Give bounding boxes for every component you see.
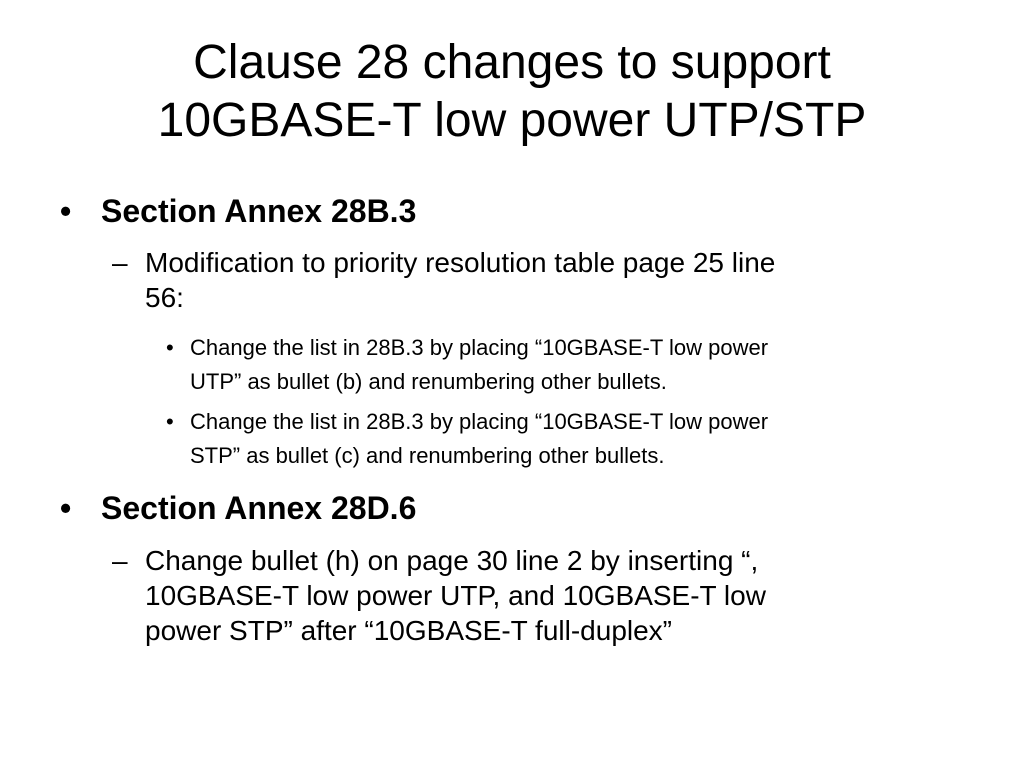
sub-item-line: power STP” after “10GBASE-T full-duplex” bbox=[145, 615, 673, 646]
section-heading-text: Section Annex 28D.6 bbox=[101, 490, 417, 526]
detail-item-line: STP” as bullet (c) and renumbering other bullets. bbox=[190, 443, 665, 468]
bullet-icon: • bbox=[60, 490, 72, 526]
detail-item-line: UTP” as bullet (b) and renumbering other bullets. bbox=[190, 369, 667, 394]
title-line-1: Clause 28 changes to support bbox=[193, 36, 831, 89]
sub-item-line: Change bullet (h) on page 30 line 2 by inserting “, bbox=[145, 545, 759, 576]
detail-item-line: Change the list in 28B.3 by placing “10GBASE-T low power bbox=[190, 335, 769, 360]
slide-title bbox=[40, 34, 984, 150]
sub-item-text bbox=[145, 543, 766, 648]
sub-item-line: Modification to priority resolution table page 25 line bbox=[145, 247, 776, 278]
dash-icon: – bbox=[112, 247, 128, 278]
sub-item-line: 56: bbox=[145, 282, 184, 313]
detail-item-text bbox=[190, 405, 768, 473]
dash-icon: – bbox=[112, 545, 128, 576]
section-heading-text: Section Annex 28B.3 bbox=[101, 193, 417, 229]
bullet-icon: • bbox=[166, 409, 174, 434]
sub-item-line: 10GBASE-T low power UTP, and 10GBASE-T low bbox=[145, 580, 766, 611]
bullet-icon: • bbox=[60, 193, 72, 229]
bullet-icon: • bbox=[166, 335, 174, 360]
sub-item-text bbox=[145, 245, 775, 315]
detail-item-text bbox=[190, 331, 768, 399]
title-line-2: 10GBASE-T low power UTP/STP bbox=[157, 94, 867, 147]
detail-item-line: Change the list in 28B.3 by placing “10GBASE-T low power bbox=[190, 409, 769, 434]
